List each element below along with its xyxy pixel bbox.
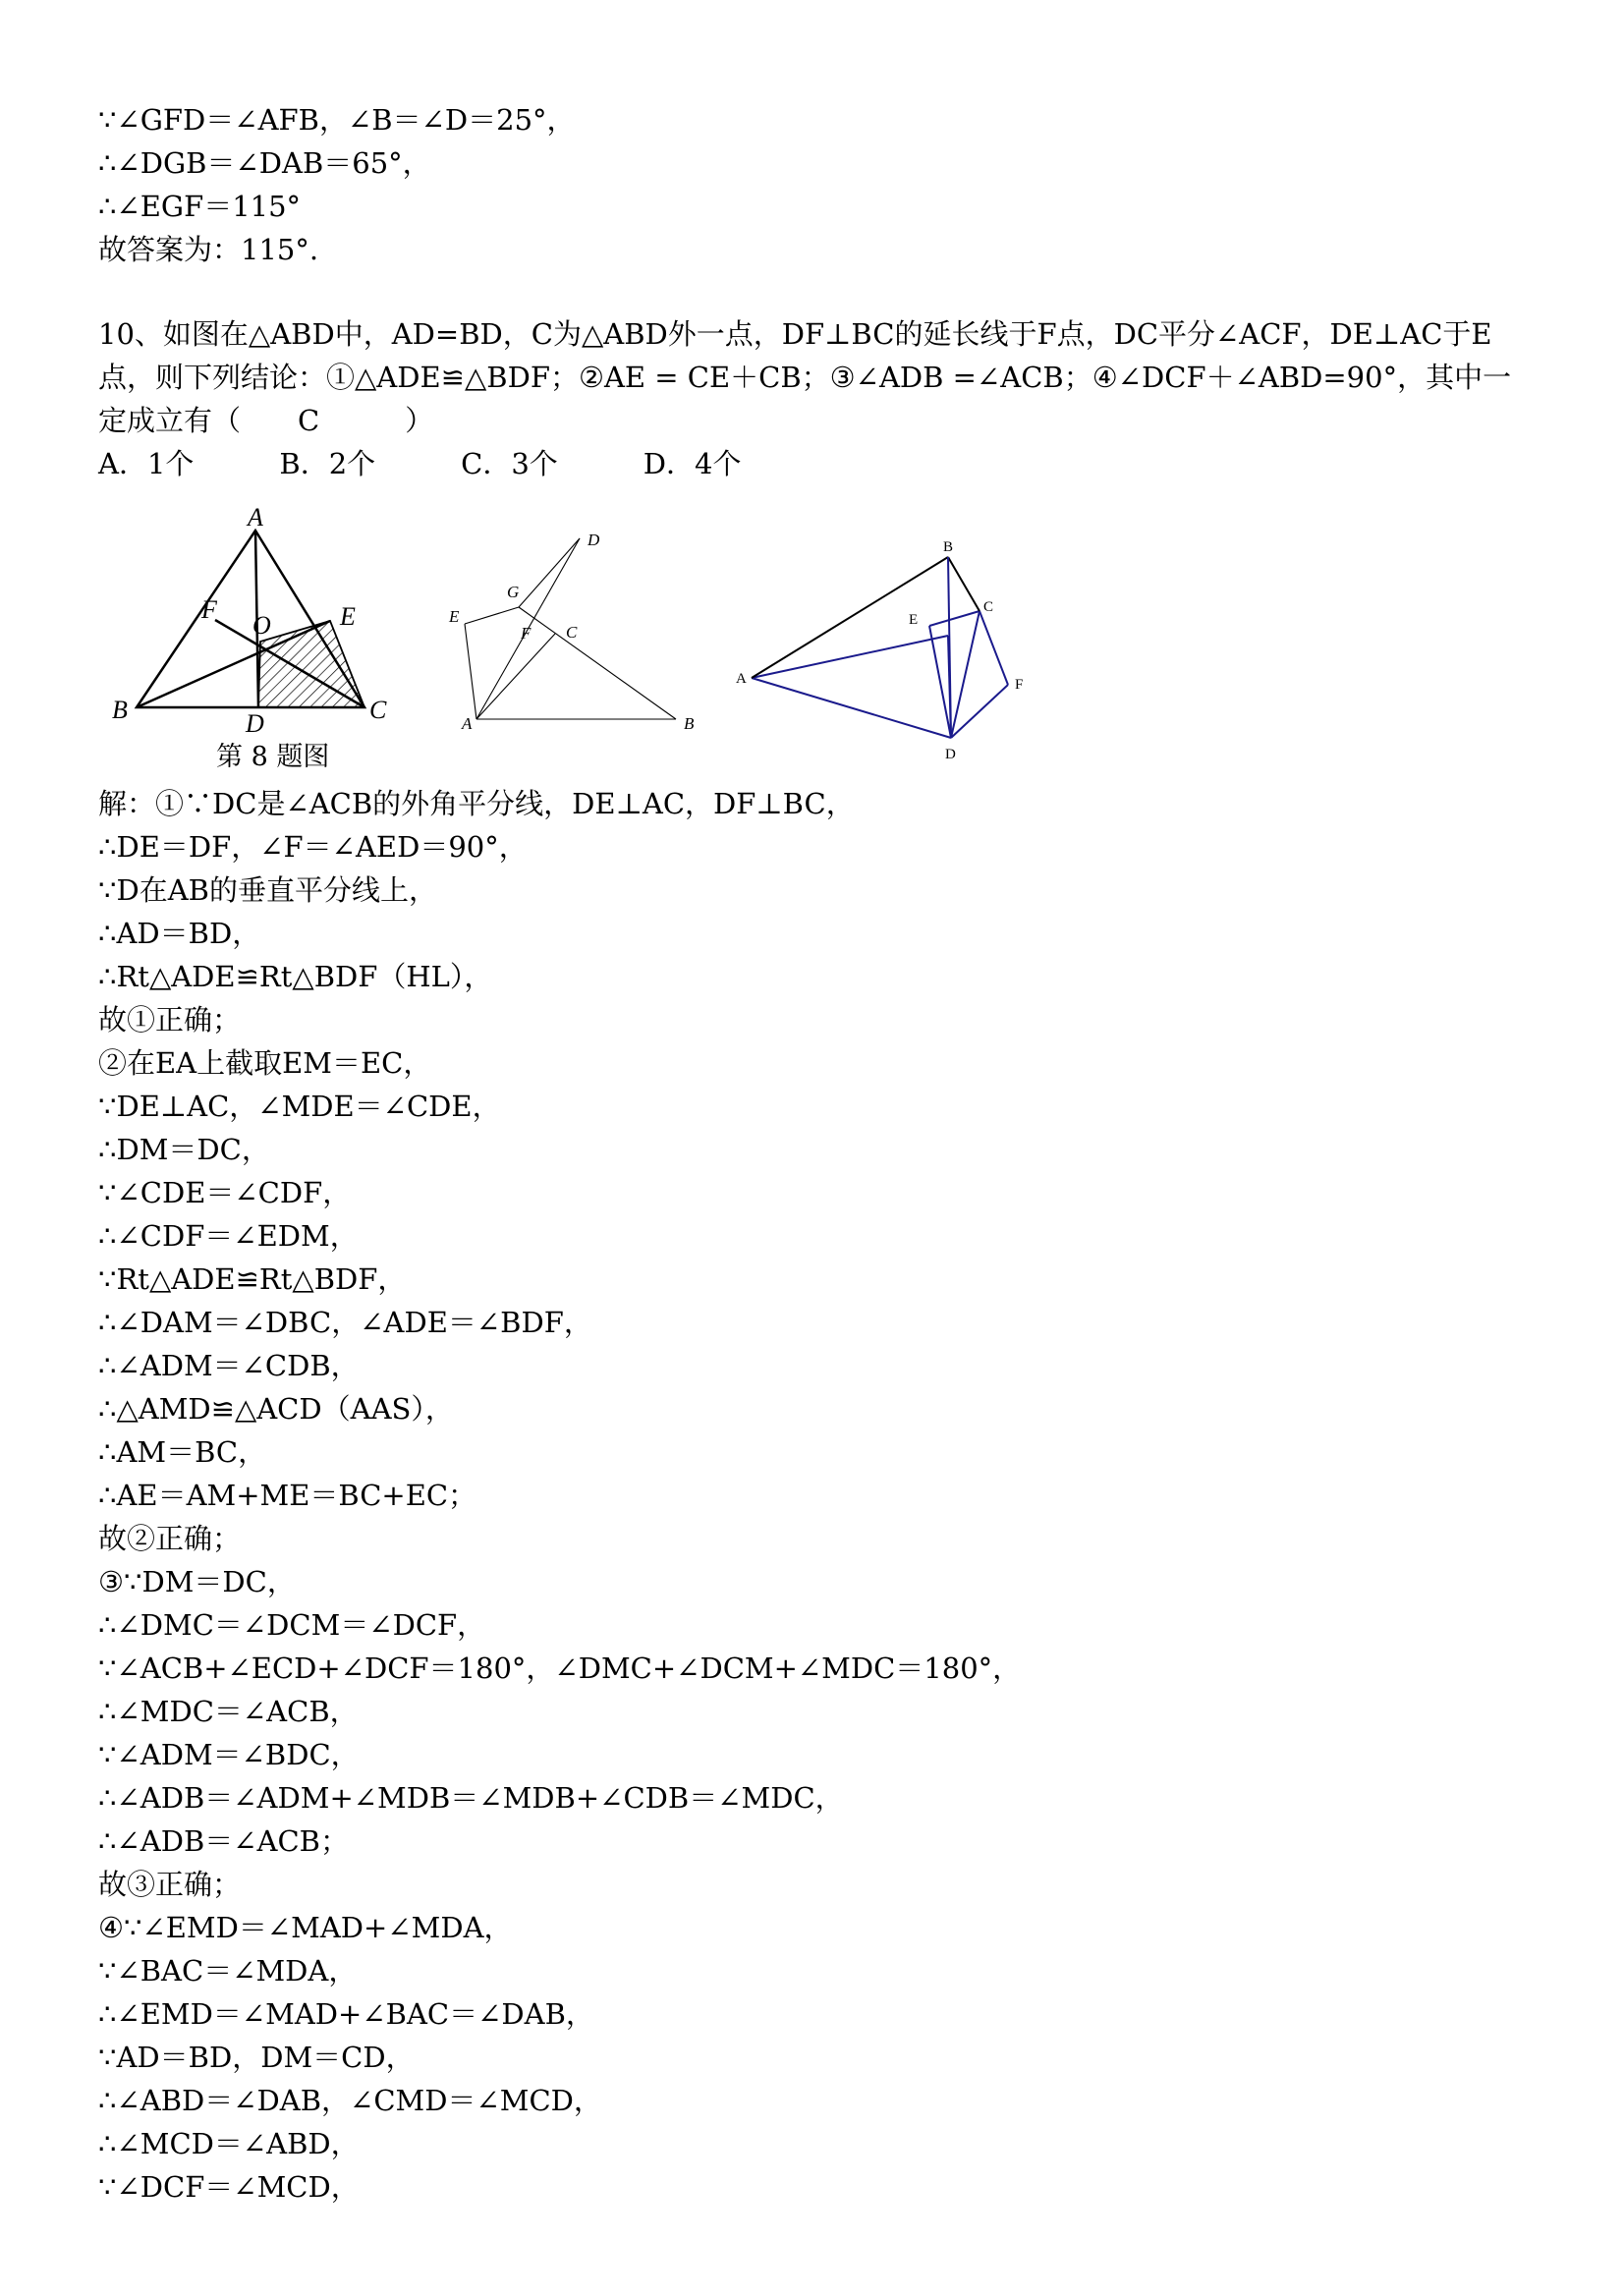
text-line: ∴∠DGB＝∠DAB＝65°， (98, 146, 431, 180)
text-line: ∵∠GFD＝∠AFB，∠B＝∠D＝25°， (98, 103, 576, 137)
solution-line: ∴∠MCD＝∠ABD， (98, 2127, 360, 2160)
figure-label: B (112, 696, 128, 724)
figure-caption: 第 8 题图 (216, 742, 330, 772)
figure-label: A (736, 671, 747, 687)
solution-line: ∴AM＝BC， (98, 1435, 267, 1469)
figure-label: D (246, 709, 264, 732)
solution-line: ∵Rt△ADE≌Rt△BDF， (98, 1262, 407, 1296)
solution-line: ∴∠DMC＝∠DCM＝∠DCF， (98, 1608, 486, 1642)
solution-line: ∵AD＝BD，DM＝CD， (98, 2041, 415, 2074)
figure-label: G (507, 583, 520, 601)
solution-line: ∴∠EMD＝∠MAD+∠BAC＝∠DAB， (98, 1997, 594, 2031)
solution-line: ②在EA上截取EM＝EC， (98, 1046, 432, 1080)
figure-label: F (521, 624, 532, 643)
solution-line: ∴DE＝DF，∠F＝∠AED＝90°， (98, 830, 528, 864)
figure-label: B (684, 714, 695, 733)
figure-question-10 (732, 516, 1056, 771)
figure-label: A (462, 714, 473, 733)
text-line: 故答案为：115°. (98, 233, 319, 266)
figure-label: D (945, 747, 956, 762)
solution-line: ∵DE⊥AC，∠MDE＝∠CDE， (98, 1090, 501, 1123)
solution-line: ∴∠CDF＝∠EDM， (98, 1219, 359, 1253)
solution-line: ∵∠BAC＝∠MDA， (98, 1954, 358, 1988)
figure-label: O (252, 611, 271, 640)
solution-line: ∵∠CDE＝∠CDF， (98, 1176, 352, 1209)
solution-line: ∴AD＝BD， (98, 917, 261, 950)
figure-label: F (201, 595, 217, 624)
solution-line: ∴△AMD≌△ACD（AAS）， (98, 1392, 454, 1426)
solution-line: ∴∠MDC＝∠ACB， (98, 1695, 359, 1728)
figure-label: B (943, 539, 954, 555)
solution-line: ∵∠ADM＝∠BDC， (98, 1738, 360, 1771)
figure-label: A (248, 503, 263, 532)
question-10-text: 10、如图在△ABD中，AD=BD，C为△ABD外一点，DF⊥BC的延长线于F点，DC平分∠ACF，DE⊥AC于E点，则下列结论：①△ADE≌△BDF；②AE = CE＋CB；③∠ADB =∠ACB；④∠DCF＋∠ABD=90°，其中一定成立有（ C ） (98, 317, 1512, 437)
solution-line: 故②正确； (98, 1522, 242, 1555)
solution-line: 解：①∵DC是∠ACB的外角平分线，DE⊥AC，DF⊥BC， (98, 787, 855, 820)
figure-label: C (369, 696, 387, 724)
solution-line: ④∵∠EMD＝∠MAD+∠MDA， (98, 1911, 513, 1944)
figure-label: E (449, 607, 460, 626)
solution-line: ∵∠DCF＝∠MCD， (98, 2170, 360, 2204)
solution-line: ∴∠ADB＝∠ACB； (98, 1824, 349, 1858)
solution-line: ∴∠ADM＝∠CDB， (98, 1349, 360, 1382)
text-line: ∴∠EGF＝115° (98, 190, 302, 223)
solution-line: ∵∠ACB+∠ECD+∠DCF＝180°，∠DMC+∠DCM+∠MDC＝180°， (98, 1652, 1022, 1685)
figure-label: C (983, 599, 994, 615)
figure-8-triangle (98, 496, 413, 732)
figure-label: C (566, 623, 578, 642)
figure-label: F (1015, 677, 1024, 693)
solution-line: ∴AE＝AM+ME＝BC+EC； (98, 1479, 477, 1512)
figure-label: E (340, 602, 356, 631)
figure-label: E (909, 612, 919, 628)
solution-line: ③∵DM＝DC， (98, 1565, 296, 1598)
question-10-options: A．1个 B．2个 C．3个 D．4个 (98, 447, 742, 480)
solution-line: ∴DM＝DC， (98, 1133, 270, 1166)
solution-line: ∴∠ABD＝∠DAB，∠CMD＝∠MCD， (98, 2084, 602, 2117)
figure-2-quadrilateral (422, 511, 698, 747)
solution-line: 故③正确； (98, 1868, 242, 1901)
solution-line: 故①正确； (98, 1003, 242, 1036)
solution-line: ∵D在AB的垂直平分线上， (98, 873, 437, 907)
solution-line: ∴∠ADB＝∠ADM+∠MDB＝∠MDB+∠CDB＝∠MDC， (98, 1781, 844, 1815)
figure-label: D (588, 531, 600, 549)
solution-line: ∴∠DAM＝∠DBC，∠ADE＝∠BDF， (98, 1306, 592, 1339)
solution-line: ∴Rt△ADE≌Rt△BDF（HL）， (98, 960, 493, 993)
